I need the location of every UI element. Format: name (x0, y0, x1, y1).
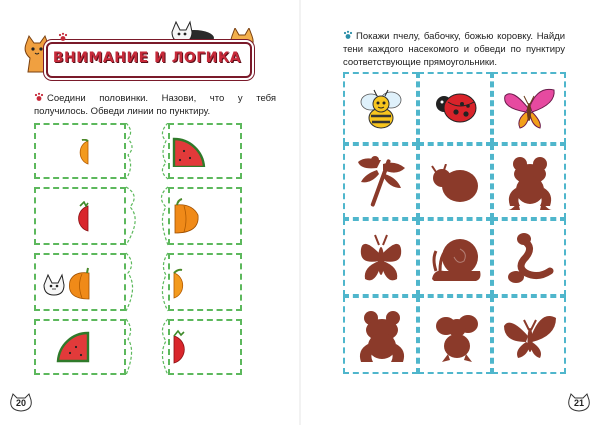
frog-shadow-icon (504, 154, 556, 212)
snake-shadow-icon (502, 231, 558, 287)
title-banner (18, 20, 258, 80)
right-instruction (343, 30, 565, 69)
watermelon-half-icon (56, 331, 90, 363)
puzzle-tracing-lines (100, 123, 170, 375)
left-instruction (34, 92, 276, 118)
grid-cell-dragonfly-shadow[interactable] (343, 144, 418, 219)
paw-bullet-icon (34, 92, 44, 102)
butterfly-shadow-icon (500, 308, 560, 364)
grid-cell-ladybug[interactable] (418, 72, 492, 144)
orange-half-icon (172, 267, 196, 299)
grid-cell-butterfly[interactable] (492, 72, 566, 144)
pumpkin-half-icon (172, 197, 202, 235)
right-card-4[interactable] (168, 319, 242, 375)
dragonfly-shadow-icon (355, 154, 407, 210)
banner-title: ВНИМАНИЕ И ЛОГИКА (52, 50, 242, 66)
grid-cell-butterfly-shadow-2[interactable] (492, 296, 566, 374)
orange-half-icon (66, 139, 90, 165)
left-instruction-text: Соедини половинки. Назови, что у тебя получилось. Обведи линии по пунктиру. (34, 93, 276, 117)
butterfly-icon (502, 82, 558, 136)
ladybug-shadow-icon (430, 164, 482, 204)
page-number-right (566, 393, 592, 413)
tomato-half-icon (172, 329, 200, 365)
butterfly-shadow-icon (357, 231, 405, 287)
bee-shadow-icon (432, 308, 482, 364)
page-number-left (8, 393, 34, 413)
right-card-2[interactable] (168, 187, 242, 245)
grid-cell-frog-shadow-2[interactable] (343, 296, 418, 374)
right-card-3[interactable] (168, 253, 242, 311)
frog-shadow-icon (357, 308, 407, 366)
grid-cell-bee[interactable] (343, 72, 418, 144)
grid-cell-ladybug-shadow[interactable] (418, 144, 492, 219)
snail-shadow-icon (428, 235, 484, 285)
paw-print-icon (58, 32, 68, 42)
grid-cell-snake-shadow[interactable] (492, 219, 566, 296)
paw-bullet-icon (343, 30, 353, 40)
ladybug-icon (434, 90, 478, 126)
grid-cell-butterfly-shadow-1[interactable] (343, 219, 418, 296)
watermelon-half-icon (172, 137, 206, 167)
page-number-right-text: 21 (573, 398, 584, 408)
right-card-1[interactable] (168, 123, 242, 179)
page-number-left-text: 20 (15, 398, 26, 408)
pumpkin-half-icon (42, 267, 92, 301)
tomato-half-icon (62, 201, 90, 233)
grid-cell-bee-shadow[interactable] (418, 296, 492, 374)
bee-icon (355, 84, 407, 134)
page-fold (299, 0, 301, 425)
right-instruction-text: Покажи пчелу, бабочку, божью коровку. Найди тени каждого насекомого и обведи по пунктиру соответствующие прямоугольники. (343, 31, 565, 68)
grid-cell-snail-shadow[interactable] (418, 219, 492, 296)
grid-cell-frog-shadow[interactable] (492, 144, 566, 219)
